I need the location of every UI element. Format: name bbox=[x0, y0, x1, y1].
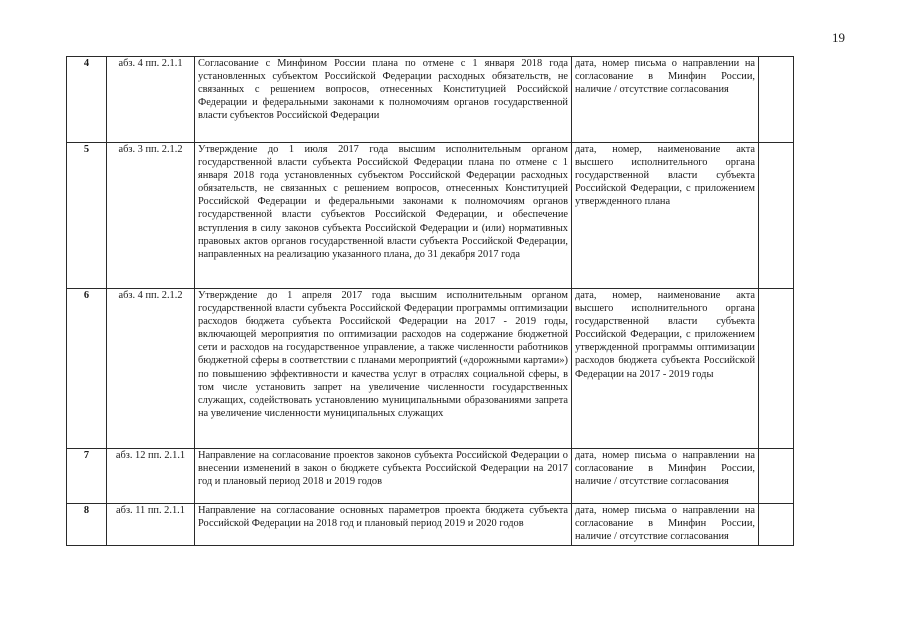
row-number: 5 bbox=[67, 143, 107, 289]
row-empty-cell bbox=[759, 57, 794, 143]
row-document: дата, номер письма о направлении на согласование в Минфин России, наличие / отсутствие согласования bbox=[572, 57, 759, 143]
row-empty-cell bbox=[759, 449, 794, 504]
table-row bbox=[67, 289, 794, 449]
page-number: 19 bbox=[832, 30, 845, 45]
row-number: 4 bbox=[67, 57, 107, 143]
row-empty-cell bbox=[759, 289, 794, 449]
table-row bbox=[67, 57, 794, 143]
row-description: Направление на согласование проектов законов субъекта Российской Федерации о внесении изменений в закон о бюджете субъекта Российской Федерации на 2017 год и плановый период 2018 и 2019 годов bbox=[195, 449, 572, 504]
row-description: Утверждение до 1 июля 2017 года высшим исполнительным органом государственной власти субъекта Российской Федерации плана по отмене с 1 января 2018 года установленных субъектом Российской Федерации расходных обязательств, не связанных с решением вопросов, отнесенных Конституцией Российской Федерации и федеральными законами к полномочиям органов государственной власти субъектов Российской Федерации, и обеспечение вступления в силу законов субъекта Российской Федерации и (или) нормативных правовых актов органов государственной власти субъекта Российской Федерации, направленных на реализацию указанного плана, до 31 декабря 2017 года bbox=[195, 143, 572, 289]
requirements-table bbox=[66, 56, 794, 546]
row-number: 8 bbox=[67, 504, 107, 546]
row-reference: абз. 4 пп. 2.1.2 bbox=[107, 289, 195, 449]
row-description: Направление на согласование основных параметров проекта бюджета субъекта Российской Федерации на 2018 год и плановый период 2019 и 2020 годов bbox=[195, 504, 572, 546]
row-number: 6 bbox=[67, 289, 107, 449]
row-reference: абз. 11 пп. 2.1.1 bbox=[107, 504, 195, 546]
row-description: Согласование с Минфином России плана по отмене с 1 января 2018 года установленных субъектом Российской Федерации расходных обязательств, не связанных с решением вопросов, отнесенных Конституцией Российской Федерации и федеральными законами к полномочиям органов государственной власти субъектов Российской Федерации bbox=[195, 57, 572, 143]
row-document: дата, номер, наименование акта высшего исполнительного органа государственной власти субъекта Российской Федерации, с приложением утвержденного плана bbox=[572, 143, 759, 289]
row-description: Утверждение до 1 апреля 2017 года высшим исполнительным органом государственной власти субъекта Российской Федерации программы оптимизации расходов бюджета субъекта Российской Федерации на 2017 - 2019 годы, включающей мероприятия по оптимизации расходов на содержание бюджетной сети и расходов на государственное управление, а также численности работников бюджетной сферы в соответствии с планами мероприятий («дорожными картами») по повышению эффективности и качества услуг в отраслях социальной сферы, в том числе установить запрет на увеличение численности государственных служащих, содействовать установлению муниципальными образованиями запрета на увеличение численности муниципальных служащих bbox=[195, 289, 572, 449]
table-row bbox=[67, 143, 794, 289]
row-document: дата, номер письма о направлении на согласование в Минфин России, наличие / отсутствие согласования bbox=[572, 449, 759, 504]
row-number: 7 bbox=[67, 449, 107, 504]
row-empty-cell bbox=[759, 143, 794, 289]
row-document: дата, номер, наименование акта высшего исполнительного органа государственной власти субъекта Российской Федерации, с приложением утвержденной программы оптимизации расходов бюджета субъекта Российской Федерации на 2017 - 2019 годы bbox=[572, 289, 759, 449]
row-empty-cell bbox=[759, 504, 794, 546]
row-reference: абз. 12 пп. 2.1.1 bbox=[107, 449, 195, 504]
table-row bbox=[67, 504, 794, 546]
row-reference: абз. 3 пп. 2.1.2 bbox=[107, 143, 195, 289]
row-document: дата, номер письма о направлении на согласование в Минфин России, наличие / отсутствие согласования bbox=[572, 504, 759, 546]
row-reference: абз. 4 пп. 2.1.1 bbox=[107, 57, 195, 143]
table-row bbox=[67, 449, 794, 504]
